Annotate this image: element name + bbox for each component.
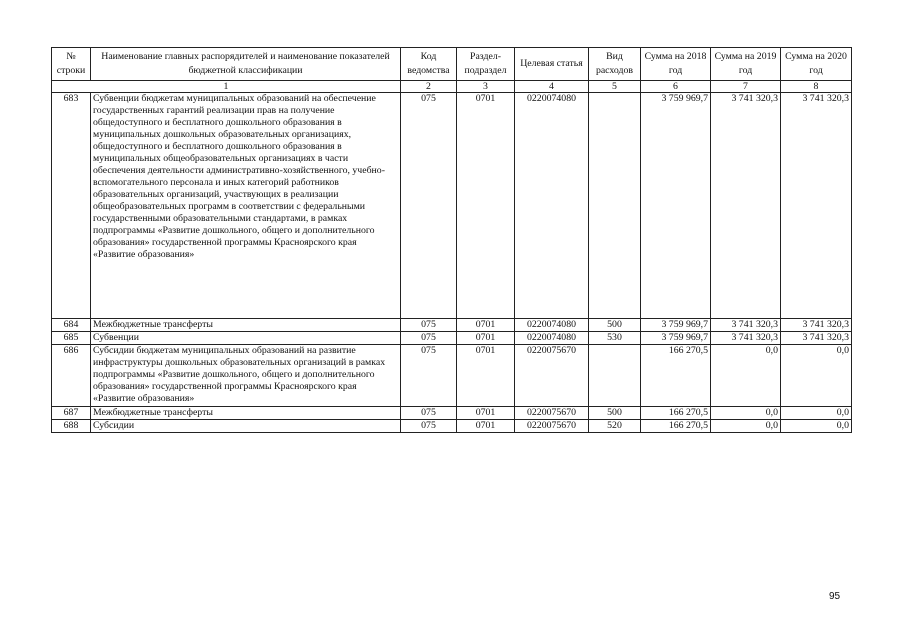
- row-sum-2019: 0,0: [711, 345, 781, 407]
- row-section: 0701: [457, 407, 515, 420]
- row-target: 0220075670: [515, 407, 589, 420]
- header-dept-code: Код ведомства: [401, 48, 457, 81]
- row-sum-2018: 166 270,5: [641, 345, 711, 407]
- row-dept-code: 075: [401, 345, 457, 407]
- row-sum-2019: 0,0: [711, 420, 781, 433]
- row-expense-type: 500: [589, 407, 641, 420]
- row-sum-2020: 0,0: [781, 345, 852, 407]
- row-name: Субсидии: [91, 420, 401, 433]
- row-name: Субсидии бюджетам муниципальных образований на развитие инфраструктуры дошкольных образовательных организаций в рамках подпрограммы «Развитие дошкольного, общего и дополнительного образования» государственной программы Красноярского края «Развитие образования»: [91, 345, 401, 407]
- row-target: 0220075670: [515, 420, 589, 433]
- row-section: 0701: [457, 332, 515, 345]
- row-section: 0701: [457, 319, 515, 332]
- row-expense-type: 500: [589, 319, 641, 332]
- table-row: [52, 420, 852, 433]
- header-row: [52, 48, 852, 81]
- row-number: 686: [52, 345, 91, 407]
- row-dept-code: 075: [401, 420, 457, 433]
- row-name: Субвенции бюджетам муниципальных образований на обеспечение государственных гарантий реализации прав на получение общедоступного и бесплатного дошкольного образования в муниципальных дошкольных образовательных организациях, общедоступного и бесплатного дошкольного образования в муниципальных общеобразовательных организациях в части обеспечения деятельности административно-хозяйственного, учебно-вспомогательного персонала и иных категорий работников образовательных организаций, участвующих в реализации общеобразовательных программ в соответствии с федеральными государственными образовательными стандартами, в рамках подпрограммы «Развитие дошкольного, общего и дополнительного образования» государственной программы Красноярского края «Развитие образования»: [91, 93, 401, 319]
- row-sum-2019: 3 741 320,3: [711, 93, 781, 319]
- row-name: Межбюджетные трансферты: [91, 407, 401, 420]
- row-dept-code: 075: [401, 319, 457, 332]
- header-name: Наименование главных распорядителей и наименование показателей бюджетной классификации: [91, 48, 401, 81]
- row-number: 688: [52, 420, 91, 433]
- row-sum-2019: 0,0: [711, 407, 781, 420]
- column-number: 2: [401, 81, 457, 93]
- row-number: 687: [52, 407, 91, 420]
- row-expense-type: 520: [589, 420, 641, 433]
- row-name: Субвенции: [91, 332, 401, 345]
- row-target: 0220074080: [515, 319, 589, 332]
- header-row-no: № строки: [52, 48, 91, 81]
- table-row: [52, 332, 852, 345]
- column-number: 1: [52, 81, 401, 93]
- header-expense-type: Вид расходов: [589, 48, 641, 81]
- row-expense-type: [589, 93, 641, 319]
- row-sum-2020: 3 741 320,3: [781, 319, 852, 332]
- header-target: Целевая статья: [515, 48, 589, 81]
- row-expense-type: 530: [589, 332, 641, 345]
- table-row: [52, 407, 852, 420]
- row-dept-code: 075: [401, 93, 457, 319]
- row-sum-2018: 166 270,5: [641, 420, 711, 433]
- header-sum-2020: Сумма на 2020 год: [781, 48, 852, 81]
- row-target: 0220074080: [515, 332, 589, 345]
- column-number: 3: [457, 81, 515, 93]
- row-sum-2019: 3 741 320,3: [711, 319, 781, 332]
- row-number: 685: [52, 332, 91, 345]
- row-number: 684: [52, 319, 91, 332]
- column-number: 5: [589, 81, 641, 93]
- row-sum-2018: 3 759 969,7: [641, 332, 711, 345]
- row-sum-2019: 3 741 320,3: [711, 332, 781, 345]
- table-row: [52, 93, 852, 319]
- header-sum-2019: Сумма на 2019 год: [711, 48, 781, 81]
- row-target: 0220075670: [515, 345, 589, 407]
- row-sum-2020: 0,0: [781, 407, 852, 420]
- row-expense-type: [589, 345, 641, 407]
- row-name: Межбюджетные трансферты: [91, 319, 401, 332]
- table-row: [52, 319, 852, 332]
- table-row: [52, 345, 852, 407]
- row-number: 683: [52, 93, 91, 319]
- column-number: 4: [515, 81, 589, 93]
- row-dept-code: 075: [401, 332, 457, 345]
- page-number: 95: [829, 591, 841, 602]
- column-number: 7: [711, 81, 781, 93]
- row-sum-2018: 166 270,5: [641, 407, 711, 420]
- row-section: 0701: [457, 93, 515, 319]
- row-sum-2020: 3 741 320,3: [781, 332, 852, 345]
- budget-table: [51, 47, 852, 433]
- column-number: 8: [781, 81, 852, 93]
- row-section: 0701: [457, 420, 515, 433]
- row-sum-2020: 0,0: [781, 420, 852, 433]
- row-sum-2018: 3 759 969,7: [641, 319, 711, 332]
- column-number: 6: [641, 81, 711, 93]
- row-sum-2018: 3 759 969,7: [641, 93, 711, 319]
- row-sum-2020: 3 741 320,3: [781, 93, 852, 319]
- row-dept-code: 075: [401, 407, 457, 420]
- header-section: Раздел-подраздел: [457, 48, 515, 81]
- column-number-row: [52, 81, 852, 93]
- header-sum-2018: Сумма на 2018 год: [641, 48, 711, 81]
- row-target: 0220074080: [515, 93, 589, 319]
- row-section: 0701: [457, 345, 515, 407]
